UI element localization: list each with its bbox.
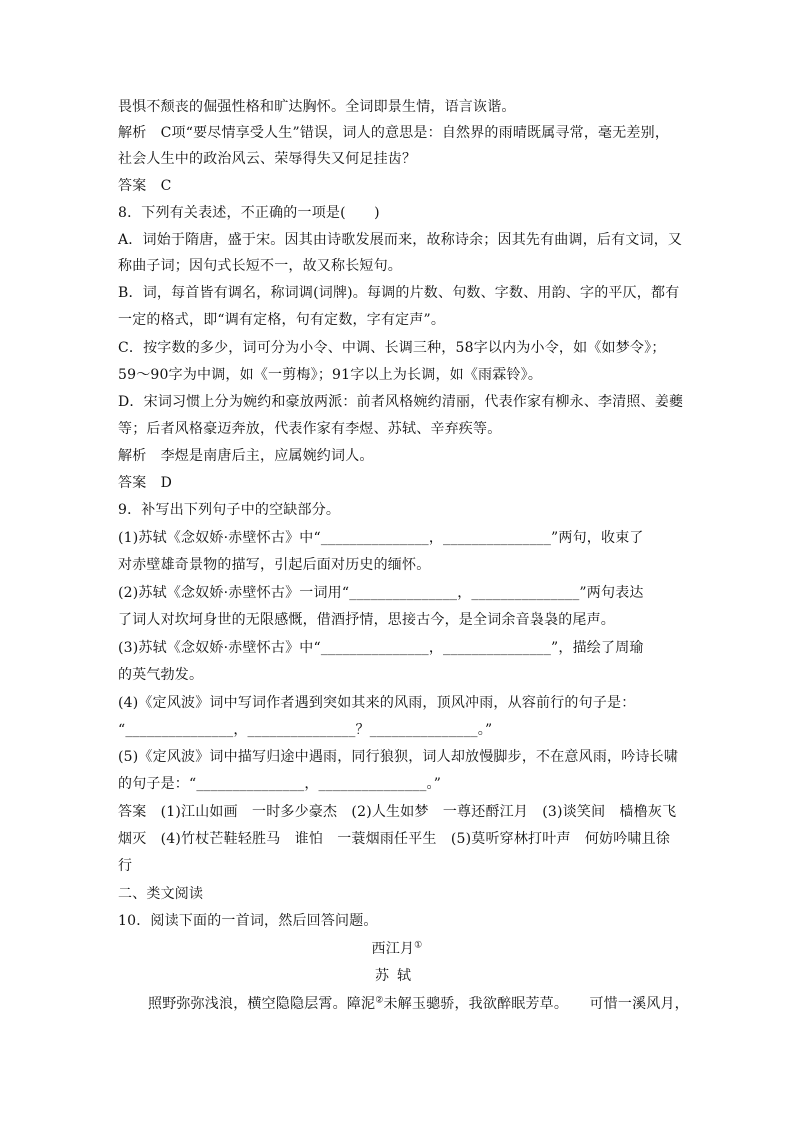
poem-line [148, 994, 689, 1014]
text-line: 畏惧不颓丧的倔强性格和旷达胸怀。全词即景生情，语言诙谐。 [118, 99, 516, 115]
analysis-line: 解析 李煜是南唐后主，应属婉约词人。 [118, 448, 374, 464]
poem-line-part: 未解玉骢骄，我欲醉眠芳草。 可惜一溪风月， [383, 996, 689, 1012]
fill-blank-3-cont: 的英气勃发。 [118, 667, 204, 683]
option-b-cont: 一定的格式，即“调有定格，句有定数，字有定声”。 [118, 312, 446, 328]
fill-blank-4-cont: “_______________，_______________？_______________。” [118, 722, 493, 738]
poem-author: 苏轼 [375, 968, 419, 984]
poem-title [0, 939, 794, 959]
question-9-stem: 9．补写出下列句子中的空缺部分。 [118, 502, 341, 518]
fill-blank-3: (3)苏轼《念奴娇·赤壁怀古》中“_______________，_______________”，描绘了周瑜 [118, 640, 644, 656]
answer-line-cont: 烟灭 (4)竹杖芒鞋轻胜马 谁怕 一蓑烟雨任平生 (5)莫听穿林打叶声 何妨吟啸且徐 [118, 831, 671, 847]
analysis-line: 解析 C项“要尽情享受人生”错误，词人的意思是：自然界的雨晴既属寻常，毫无差别， [118, 125, 670, 141]
option-c-cont: 59～90字为中调，如《一剪梅》；91字以上为长调，如《雨霖铃》。 [118, 367, 543, 383]
text-line: 社会人生中的政治风云、荣辱得失又何足挂齿？ [118, 151, 417, 167]
footnote-marker: ② [375, 995, 384, 1006]
section-heading: 二、类文阅读 [118, 886, 204, 902]
option-d: D．宋词习惯上分为婉约和豪放两派：前者风格婉约清丽，代表作家有柳永、李清照、姜夔 [118, 394, 684, 410]
answer-line-cont: 行 [118, 858, 133, 874]
fill-blank-4: (4)《定风波》词中写词作者遇到突如其来的风雨，顶风冲雨，从容前行的句子是： [118, 695, 636, 711]
fill-blank-1: (1)苏轼《念奴娇·赤壁怀古》中“_______________，_______________”两句，收束了 [118, 530, 644, 546]
option-b: B．词，每首皆有调名，称词调(词牌)。每调的片数、句数、字数、用韵、字的平仄，都有 [118, 285, 680, 301]
option-d-cont: 等；后者风格豪迈奔放，代表作家有李煜、苏轼、辛弃疾等。 [118, 421, 502, 437]
question-8-stem: 8．下列有关表述，不正确的一项是( ) [118, 205, 380, 221]
footnote-marker: ① [414, 940, 423, 951]
fill-blank-2-cont: 了词人对坎坷身世的无限感慨，借酒抒情，思接古今，是全词余音袅袅的尾声。 [118, 612, 615, 628]
option-c: C．按字数的多少，词可分为小令、中调、长调三种，58字以内为小令，如《如梦令》； [118, 340, 666, 356]
option-a: A．词始于隋唐，盛于宋。因其由诗歌发展而来，故称诗余；因其先有曲调，后有文词，又 [118, 232, 683, 248]
fill-blank-1-cont: 对赤壁雄奇景物的描写，引起后面对历史的缅怀。 [118, 557, 431, 573]
answer-line: 答案 D [118, 475, 173, 491]
answer-line: 答案 C [118, 178, 172, 194]
fill-blank-5-cont: 的句子是：“_______________，_______________。” [118, 776, 442, 792]
option-a-cont: 称曲子词；因句式长短不一，故又称长短句。 [118, 258, 402, 274]
fill-blank-5: (5)《定风波》词中描写归途中遇雨，同行狼狈，词人却放慢脚步，不在意风雨，吟诗长啸 [118, 749, 679, 765]
answer-line: 答案 (1)江山如画 一时多少豪杰 (2)人生如梦 一尊还酹江月 (3)谈笑间 樯橹灰飞 [118, 804, 677, 820]
poem-line-part: 照野弥弥浅浪，横空隐隐层霄。障泥 [148, 996, 376, 1012]
poem-title-text: 西江月 [371, 941, 415, 957]
question-10-stem: 10．阅读下面的一首词，然后回答问题。 [118, 913, 378, 929]
fill-blank-2: (2)苏轼《念奴娇·赤壁怀古》一词用“_______________，_______________”两句表达 [118, 585, 644, 601]
